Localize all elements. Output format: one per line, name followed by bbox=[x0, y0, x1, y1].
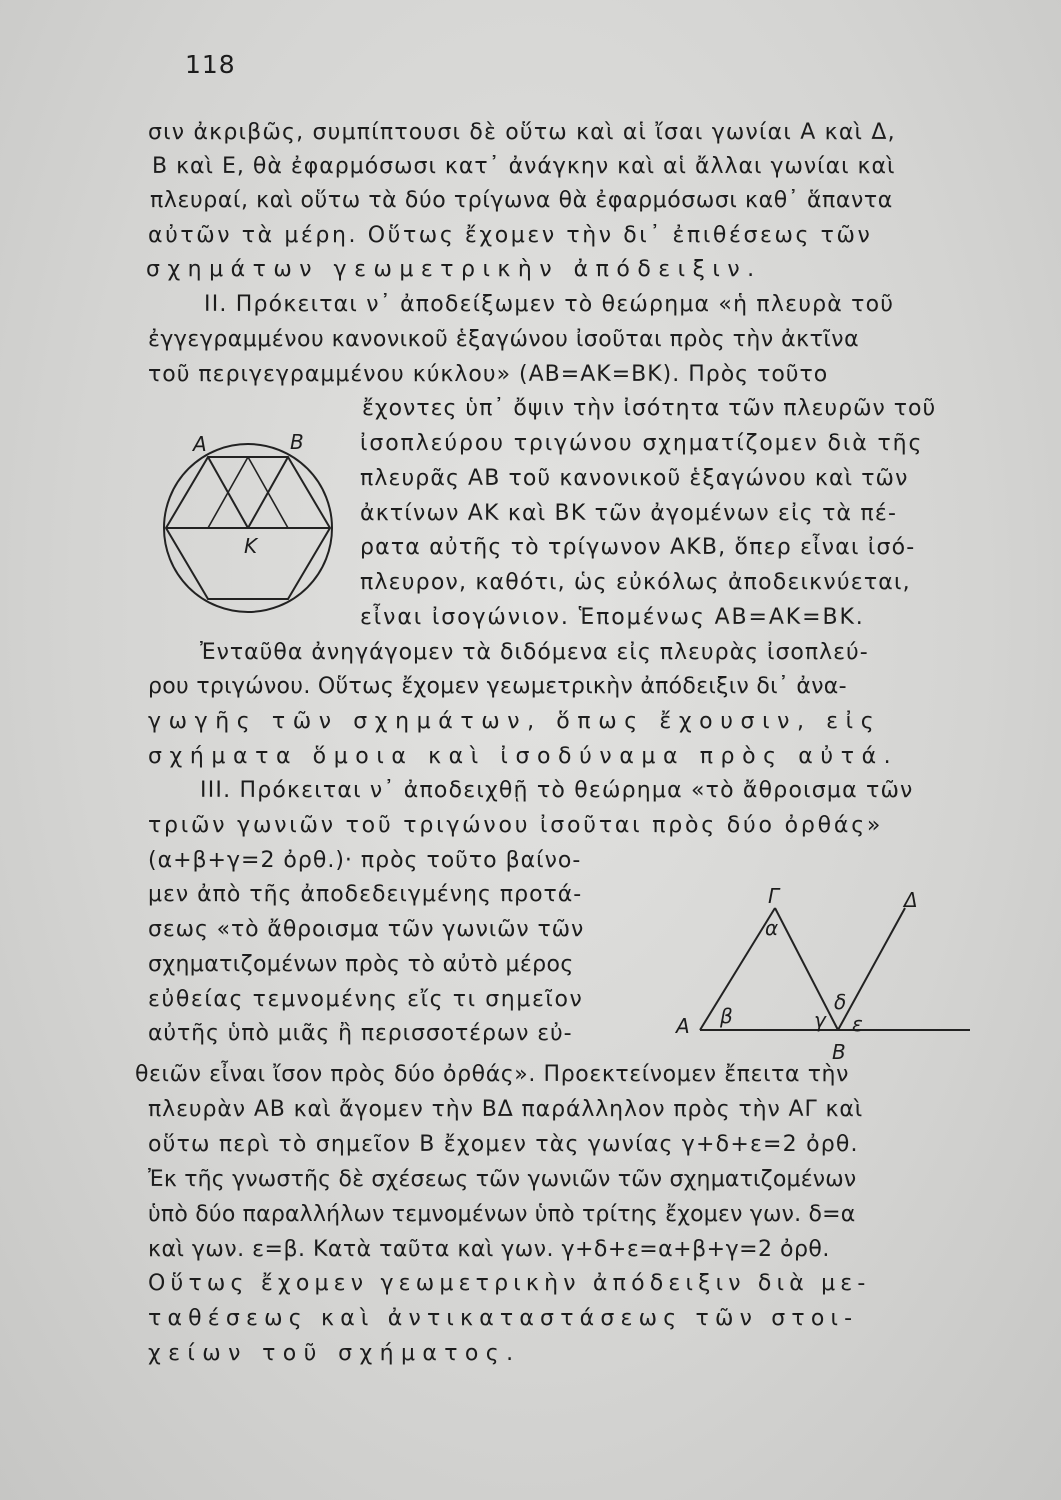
angle-epsilon: ε bbox=[852, 1012, 863, 1036]
text-line: θειῶν εἶναι ἴσον πρὸς δύο ὀρθάς». Προεκτείνομεν ἔπειτα τὴν bbox=[135, 1062, 849, 1087]
text-line: σχημάτων γεωμετρικὴν ἀπόδειξιν. bbox=[146, 257, 762, 282]
text-line: ὑπὸ δύο παραλλήλων τεμνομένων ὑπὸ τρίτης ἔχομεν γων. δ=α bbox=[148, 1202, 856, 1227]
text-line: τοῦ περιγεγραμμένου κύκλου» (ΑΒ=ΑΚ=ΒΚ). Πρὸς τοῦτο bbox=[148, 362, 829, 387]
text-line: ταθέσεως καὶ ἀντικαταστάσεως τῶν στοι- bbox=[148, 1306, 859, 1331]
text-line: πλευραί, καὶ οὕτω τὰ δύο τρίγωνα θὰ ἐφαρμόσωσι καθ᾽ ἅπαντα bbox=[150, 188, 893, 213]
text-line: ἰσοπλεύρου τριγώνου σχηματίζομεν διὰ τῆς bbox=[360, 431, 924, 456]
text-line: χείων τοῦ σχήματος. bbox=[148, 1341, 521, 1366]
text-line: γωγῆς τῶν σχημάτων, ὅπως ἔχουσιν, εἰς bbox=[148, 709, 882, 734]
side-gb bbox=[775, 908, 838, 1030]
text-line: πλευρὰν ΑΒ καὶ ἄγομεν τὴν ΒΔ παράλληλον πρὸς τὴν ΑΓ καὶ bbox=[148, 1097, 864, 1122]
hexagon-figure bbox=[150, 440, 350, 610]
label-b: Β bbox=[832, 1040, 846, 1064]
angle-beta: β bbox=[720, 1004, 733, 1028]
text-line: εἶναι ἰσογώνιον. Ἑπομένως ΑΒ=ΑΚ=ΒΚ. bbox=[360, 605, 865, 630]
text-line: ρου τριγώνου. Οὕτως ἔχομεν γεωμετρικὴν ἀπόδειξιν δι᾽ ἀνα- bbox=[148, 674, 847, 699]
label-k: Κ bbox=[244, 534, 258, 558]
text-line: (α+β+γ=2 ὀρθ.)· πρὸς τοῦτο βαίνο- bbox=[148, 848, 582, 873]
text-line: ἐγγεγραμμένου κανονικοῦ ἑξαγώνου ἰσοῦται πρὸς τὴν ἀκτῖνα bbox=[148, 327, 860, 352]
label-g: Γ bbox=[768, 884, 780, 908]
text-line: πλευρᾶς ΑΒ τοῦ κανονικοῦ ἑξαγώνου καὶ τῶν bbox=[360, 466, 909, 491]
label-b: Β bbox=[290, 430, 304, 454]
label-a: Α bbox=[676, 1014, 690, 1038]
text-line: οὕτω περὶ τὸ σημεῖον Β ἔχομεν τὰς γωνίας γ+δ+ε=2 ὀρθ. bbox=[148, 1132, 859, 1157]
text-line: αὐτῆς ὑπὸ μιᾶς ἢ περισσοτέρων εὐ- bbox=[148, 1021, 573, 1046]
text-line: σχηματιζομένων πρὸς τὸ αὐτὸ μέρος bbox=[148, 952, 574, 977]
angle-alpha: α bbox=[765, 916, 779, 940]
angle-gamma: γ bbox=[814, 1008, 826, 1032]
text-line: ἀκτίνων ΑΚ καὶ ΒΚ τῶν ἀγομένων εἰς τὰ πέ- bbox=[360, 501, 898, 526]
text-line: αὐτῶν τὰ μέρη. Οὕτως ἔχομεν τὴν δι᾽ ἐπιθέσεως τῶν bbox=[148, 223, 873, 248]
parallel-bd bbox=[838, 908, 905, 1030]
text-line: καὶ γων. ε=β. Κατὰ ταῦτα καὶ γων. γ+δ+ε=α+β+γ=2 ὀρθ. bbox=[148, 1237, 830, 1262]
text-line: μεν ἀπὸ τῆς ἀποδεδειγμένης προτά- bbox=[148, 882, 583, 907]
text-line: ρατα αὐτῆς τὸ τρίγωνον ΑΚΒ, ὅπερ εἶναι ἰσό- bbox=[360, 535, 916, 560]
text-line: ἔχοντες ὑπ᾽ ὄψιν τὴν ἰσότητα τῶν πλευρῶν τοῦ bbox=[362, 396, 937, 421]
text-line: σιν ἀκριβῶς, συμπίπτουσι δὲ οὕτω καὶ αἱ ἴσαι γωνίαι Α καὶ Δ, bbox=[148, 120, 896, 145]
text-line: ΙΙ. Πρόκειται ν᾽ ἀποδείξωμεν τὸ θεώρημα «ἡ πλευρὰ τοῦ bbox=[204, 292, 895, 317]
text-line: Ἐνταῦθα ἀνηγάγομεν τὰ διδόμενα εἰς πλευρὰς ἰσοπλεύ- bbox=[200, 640, 869, 665]
text-line: Οὕτως ἔχομεν γεωμετρικὴν ἀπόδειξιν διὰ με- bbox=[148, 1271, 871, 1296]
text-line: Β καὶ Ε, θὰ ἐφαρμόσωσι κατ᾽ ἀνάγκην καὶ αἱ ἄλλαι γωνίαι καὶ bbox=[152, 154, 896, 179]
text-line: πλευρον, καθότι, ὡς εὐκόλως ἀποδεικνύεται, bbox=[360, 570, 911, 595]
page-number: 118 bbox=[185, 50, 236, 79]
angle-delta: δ bbox=[834, 990, 847, 1014]
text-line: εὐθείας τεμνομένης εἴς τι σημεῖον bbox=[148, 987, 584, 1012]
side-ag bbox=[700, 908, 775, 1030]
label-a: Α bbox=[193, 432, 207, 456]
text-line: σεως «τὸ ἄθροισμα τῶν γωνιῶν τῶν bbox=[148, 917, 585, 942]
text-line: σχήματα ὅμοια καὶ ἰσοδύναμα πρὸς αὐτά. bbox=[148, 744, 899, 769]
text-line: ΙΙΙ. Πρόκειται ν᾽ ἀποδειχθῇ τὸ θεώρημα «τὸ ἄθροισμα τῶν bbox=[200, 778, 914, 803]
text-line: Ἐκ τῆς γνωστῆς δὲ σχέσεως τῶν γωνιῶν τῶν σχηματιζομένων bbox=[148, 1167, 857, 1192]
text-line: τριῶν γωνιῶν τοῦ τριγώνου ἰσοῦται πρὸς δύο ὀρθάς» bbox=[148, 813, 884, 838]
label-d: Δ bbox=[904, 888, 918, 912]
